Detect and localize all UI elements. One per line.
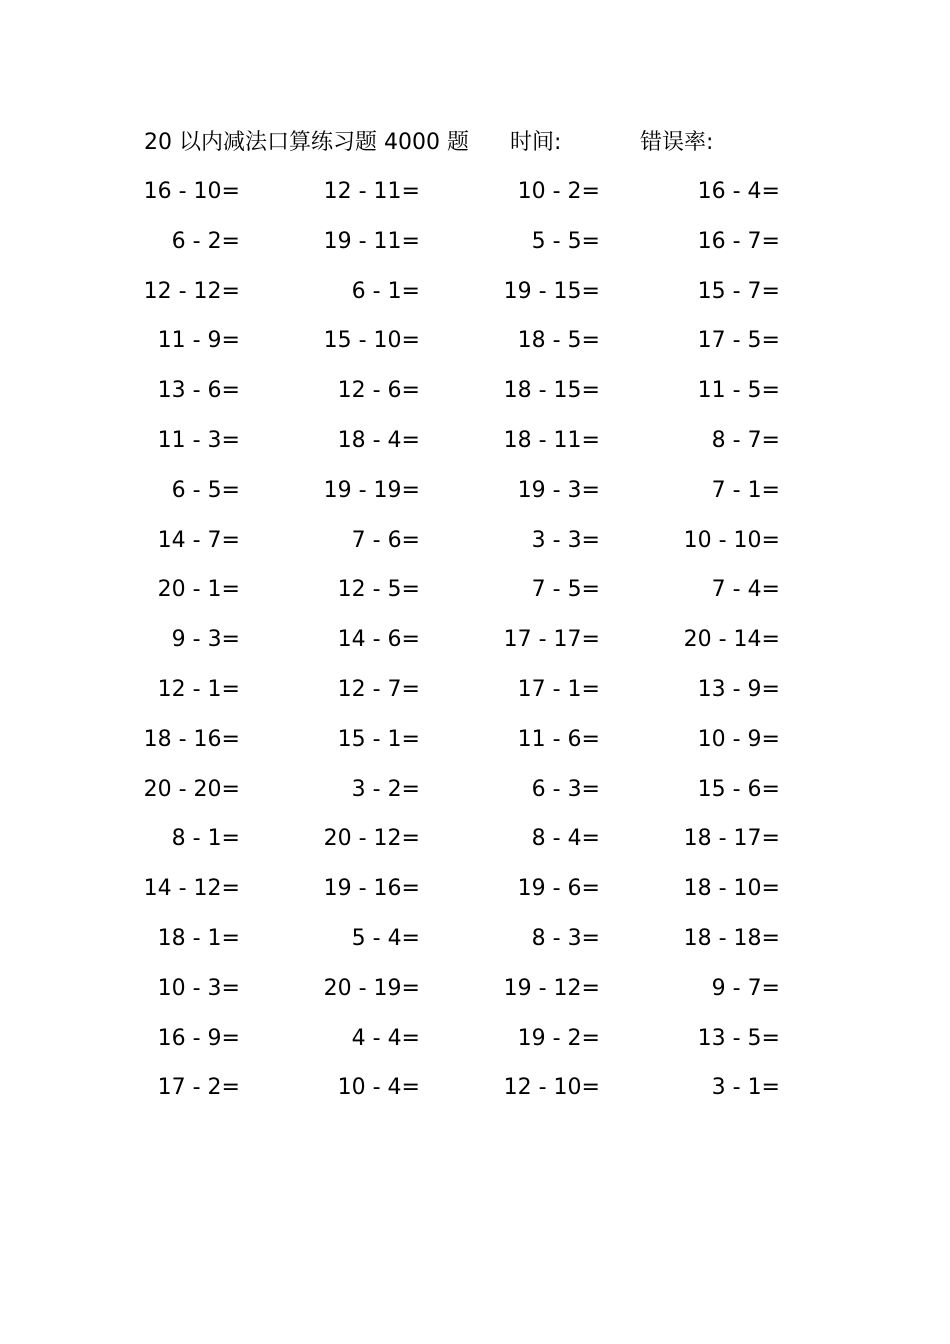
problem-row xyxy=(0,823,950,873)
problem-item: 3 - 3= xyxy=(531,527,600,553)
problem-item: 20 - 1= xyxy=(157,577,240,603)
problem-item: 8 - 1= xyxy=(171,826,240,852)
problem-item: 16 - 10= xyxy=(143,179,240,204)
problem-item: 10 - 3= xyxy=(157,975,240,1001)
problem-item: 18 - 18= xyxy=(683,925,780,951)
problem-item: 10 - 9= xyxy=(697,726,780,752)
problem-row xyxy=(0,624,950,674)
problem-item: 13 - 5= xyxy=(697,1025,780,1051)
problem-item: 12 - 10= xyxy=(503,1075,600,1101)
problem-row xyxy=(0,425,950,475)
problem-row xyxy=(0,375,950,425)
problem-item: 5 - 5= xyxy=(531,228,600,254)
problem-item: 7 - 4= xyxy=(711,577,780,603)
problem-item: 19 - 11= xyxy=(323,228,420,254)
problem-item: 3 - 1= xyxy=(711,1075,780,1101)
problem-row xyxy=(0,724,950,774)
problem-row xyxy=(0,475,950,525)
problem-item: 14 - 7= xyxy=(157,527,240,553)
problem-item: 5 - 4= xyxy=(351,925,420,951)
problem-item: 18 - 10= xyxy=(683,876,780,902)
problem-item: 15 - 6= xyxy=(697,776,780,802)
problem-item: 18 - 17= xyxy=(683,826,780,852)
problem-item: 7 - 1= xyxy=(711,477,780,503)
problem-item: 7 - 5= xyxy=(531,577,600,603)
problem-item: 4 - 4= xyxy=(351,1025,420,1051)
problem-item: 19 - 6= xyxy=(517,876,600,902)
problem-row xyxy=(0,973,950,1023)
problem-item: 17 - 2= xyxy=(157,1075,240,1101)
problem-item: 16 - 9= xyxy=(157,1025,240,1051)
problem-item: 7 - 6= xyxy=(351,527,420,553)
problem-item: 11 - 6= xyxy=(517,726,600,752)
problem-item: 18 - 1= xyxy=(157,925,240,951)
problem-row xyxy=(0,923,950,973)
problem-item: 15 - 1= xyxy=(337,726,420,752)
problem-item: 12 - 1= xyxy=(157,676,240,702)
problem-item: 19 - 19= xyxy=(323,477,420,503)
problem-item: 17 - 17= xyxy=(503,627,600,653)
problem-item: 12 - 11= xyxy=(323,179,420,204)
problem-item: 20 - 19= xyxy=(323,975,420,1001)
problem-item: 10 - 10= xyxy=(683,527,780,553)
problem-item: 11 - 9= xyxy=(157,328,240,354)
problem-row xyxy=(0,176,950,226)
problem-row xyxy=(0,276,950,326)
error-rate-label: 错误率: xyxy=(640,130,714,155)
problem-item: 16 - 7= xyxy=(697,228,780,254)
problem-item: 19 - 12= xyxy=(503,975,600,1001)
problem-item: 20 - 12= xyxy=(323,826,420,852)
problem-item: 8 - 3= xyxy=(531,925,600,951)
problem-item: 11 - 3= xyxy=(157,427,240,453)
problem-item: 12 - 12= xyxy=(143,278,240,304)
problem-row xyxy=(0,873,950,923)
problem-item: 10 - 2= xyxy=(517,179,600,204)
problem-item: 8 - 7= xyxy=(711,427,780,453)
problem-item: 18 - 5= xyxy=(517,328,600,354)
problem-item: 13 - 6= xyxy=(157,378,240,404)
problem-item: 8 - 4= xyxy=(531,826,600,852)
problem-item: 14 - 12= xyxy=(143,876,240,902)
problem-item: 18 - 16= xyxy=(143,726,240,752)
problem-item: 18 - 11= xyxy=(503,427,600,453)
problem-item: 19 - 3= xyxy=(517,477,600,503)
problem-item: 17 - 1= xyxy=(517,676,600,702)
problem-item: 13 - 9= xyxy=(697,676,780,702)
problem-item: 18 - 4= xyxy=(337,427,420,453)
problem-item: 20 - 14= xyxy=(683,627,780,653)
problem-item: 19 - 16= xyxy=(323,876,420,902)
problem-item: 6 - 5= xyxy=(171,477,240,503)
problem-item: 9 - 7= xyxy=(711,975,780,1001)
problem-item: 9 - 3= xyxy=(171,627,240,653)
problem-grid xyxy=(0,176,950,1122)
problem-row xyxy=(0,226,950,276)
problem-row xyxy=(0,674,950,724)
problem-item: 6 - 2= xyxy=(171,228,240,254)
problem-row xyxy=(0,525,950,575)
problem-item: 6 - 1= xyxy=(351,278,420,304)
problem-item: 12 - 6= xyxy=(337,378,420,404)
worksheet-header xyxy=(0,126,950,160)
problem-item: 15 - 10= xyxy=(323,328,420,354)
problem-item: 15 - 7= xyxy=(697,278,780,304)
problem-item: 16 - 4= xyxy=(697,179,780,204)
problem-item: 20 - 20= xyxy=(143,776,240,802)
problem-item: 10 - 4= xyxy=(337,1075,420,1101)
problem-item: 11 - 5= xyxy=(697,378,780,404)
problem-item: 12 - 5= xyxy=(337,577,420,603)
problem-row xyxy=(0,325,950,375)
problem-item: 3 - 2= xyxy=(351,776,420,802)
problem-item: 12 - 7= xyxy=(337,676,420,702)
problem-row xyxy=(0,774,950,824)
problem-row xyxy=(0,1023,950,1073)
problem-item: 6 - 3= xyxy=(531,776,600,802)
problem-item: 19 - 2= xyxy=(517,1025,600,1051)
problem-row xyxy=(0,1072,950,1122)
time-label: 时间: xyxy=(510,130,562,155)
problem-item: 19 - 15= xyxy=(503,278,600,304)
problem-item: 14 - 6= xyxy=(337,627,420,653)
worksheet-title: 20 以内减法口算练习题 4000 题 xyxy=(144,130,469,155)
problem-item: 18 - 15= xyxy=(503,378,600,404)
problem-row xyxy=(0,574,950,624)
problem-item: 17 - 5= xyxy=(697,328,780,354)
